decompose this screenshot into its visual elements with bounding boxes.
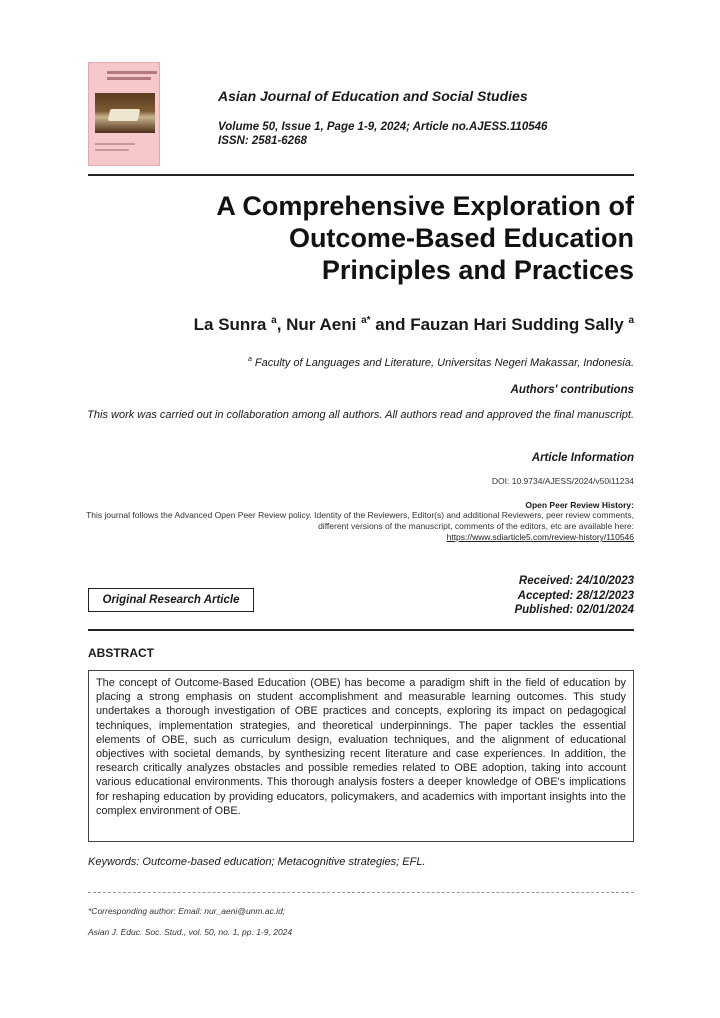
section-rule [88, 629, 634, 631]
affiliation [248, 356, 634, 369]
cover-text-mark [95, 149, 129, 151]
cover-title-mark [107, 77, 151, 80]
header-rule [88, 174, 634, 176]
title-line: Outcome-Based Education [288, 223, 634, 253]
paper-title [114, 190, 634, 286]
article-dates [514, 574, 634, 618]
journal-issn: ISSN: 2581-6268 [218, 135, 307, 147]
affiliation-mark: a [271, 315, 277, 326]
keywords: Keywords: Outcome-based education; Metacognitive strategies; EFL. [88, 856, 426, 868]
contributions-heading: Authors' contributions [510, 384, 634, 396]
affiliation-text: Faculty of Languages and Literature, Universitas Negeri Makassar, Indonesia. [251, 357, 634, 369]
affiliation-mark: a [628, 315, 634, 326]
author-name: La Sunra [193, 315, 267, 334]
author-name: Nur Aeni [286, 315, 357, 334]
title-line: Principles and Practices [321, 255, 634, 285]
cover-text-mark [95, 143, 135, 145]
received-date: Received: 24/10/2023 [518, 575, 634, 587]
contributions-text: This work was carried out in collaboration among all authors. All authors read and approved the final manuscript. [87, 409, 634, 421]
peer-review-text [74, 510, 634, 543]
author-separator: and [370, 315, 411, 334]
peer-review-policy: This journal follows the Advanced Open Peer Review policy. Identity of the Reviewers, Editor(s) and additional Reviewers, peer review comments, different versions of the manuscript, comments of the editors, etc are available here: [86, 510, 634, 531]
abstract-text: The concept of Outcome-Based Education (OBE) has become a paradigm shift in the field of education by placing a strong emphasis on student accomplishment and measurable learning outcomes. This study undertakes a thorough investigation of OBE practices and concepts, exploring its impact on pedagogical techniques, implementation strategies, and theoretical underpinnings. The paper tackles the essential elements of OBE, such as curriculum design, evaluation techniques, and the alignment of educational objectives with societal demands, by synthesizing recent literature and case experiences. In addition, the research critically analyzes obstacles and possible remedies related to OBE adoption, taking into account various educational environments. This thorough analysis fosters a deeper knowledge of OBE's implications for reshaping education by providing educators, policymakers, and academics with important insights into the complex environment of OBE. [88, 670, 634, 842]
footnote-rule [88, 892, 634, 893]
title-line: A Comprehensive Exploration of [216, 191, 634, 221]
peer-review-link[interactable]: https://www.sdiarticle5.com/review-history/110546 [446, 532, 634, 542]
affiliation-mark: a [247, 356, 252, 363]
accepted-date: Accepted: 28/12/2023 [517, 589, 634, 602]
citation-line: Asian J. Educ. Soc. Stud., vol. 50, no. 1, pp. 1-9, 2024 [88, 927, 293, 937]
journal-name: Asian Journal of Education and Social Studies [218, 88, 528, 104]
abstract-heading: ABSTRACT [88, 646, 154, 660]
author-name: Fauzan Hari Sudding Sally [410, 315, 624, 334]
peer-review-heading: Open Peer Review History: [525, 500, 634, 510]
cover-title-mark [107, 71, 157, 74]
doi: DOI: 10.9734/AJESS/2024/v50i11234 [491, 476, 634, 486]
author-list [194, 315, 634, 335]
journal-cover-thumbnail [88, 62, 160, 166]
author-separator: , [276, 315, 287, 334]
corresponding-author: *Corresponding author: Email: nur_aeni@unm.ac.id; [88, 906, 286, 916]
published-date: Published: 02/01/2024 [514, 604, 634, 616]
cover-book-image [95, 93, 155, 133]
article-info-heading: Article Information [531, 452, 634, 464]
article-type-badge: Original Research Article [88, 588, 254, 612]
affiliation-mark: a* [361, 315, 371, 326]
journal-volume-line: Volume 50, Issue 1, Page 1-9, 2024; Article no.AJESS.110546 [218, 121, 548, 133]
